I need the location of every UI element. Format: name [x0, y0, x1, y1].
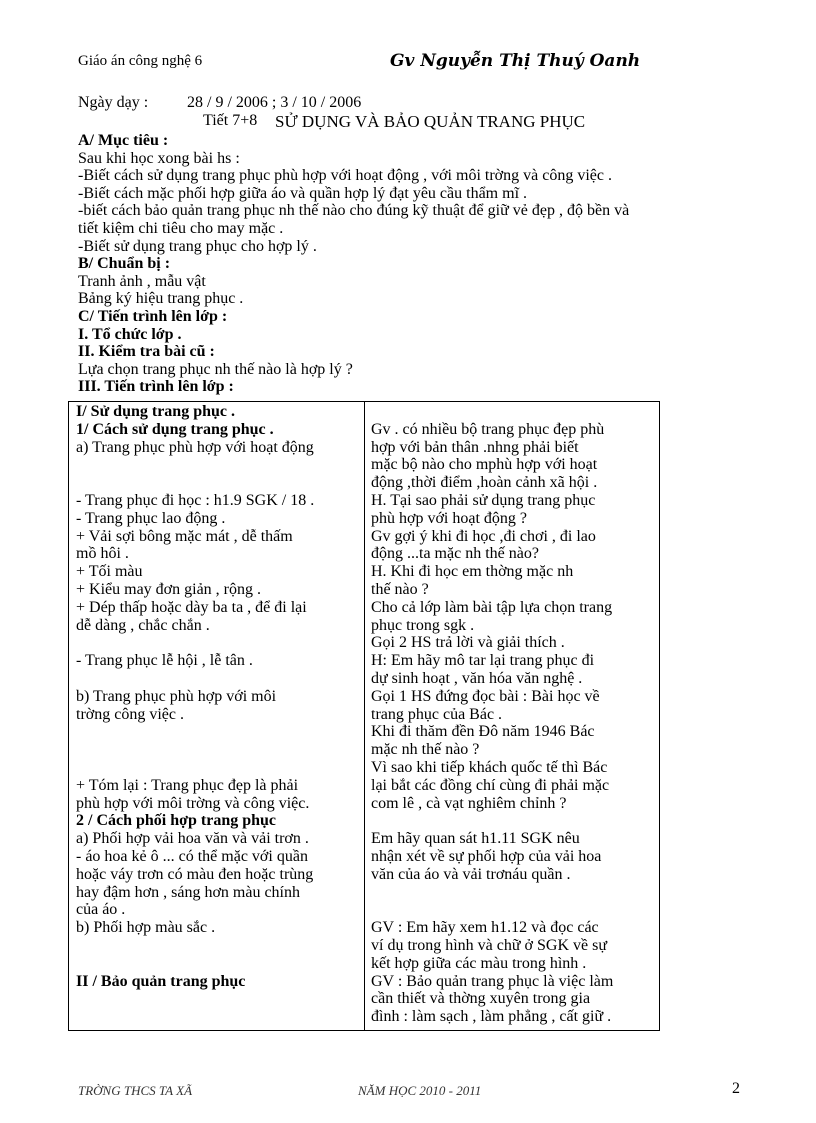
lesson-number: Tiết 7+8: [203, 112, 258, 129]
lesson-title: SỬ DỤNG VÀ BẢO QUẢN TRANG PHỤC: [275, 112, 586, 131]
right-column-line: nhận xét về sự phối hợp của vải hoa: [371, 848, 602, 865]
left-column-line: I/ Sử dụng trang phục .: [76, 403, 235, 420]
left-column-line: - Trang phục đi học : h1.9 SGK / 18 .: [76, 492, 315, 509]
right-column-line: trang phục của Bác .: [371, 705, 503, 723]
right-column-line: mặc nh thế nào ?: [371, 741, 480, 759]
right-column-line: văn của áo và vải trơnáu quần .: [371, 865, 571, 883]
right-column-line: Gv gợi ý khi đi học ,đi chơi , đi lao: [371, 527, 596, 545]
left-column-line: b) Trang phục phù hợp với môi: [76, 687, 277, 705]
left-column-line: - áo hoa kẻ ô ... có thể mặc với quần: [76, 848, 308, 865]
right-column-line: kết hợp giữa các màu trong hình .: [371, 954, 587, 972]
left-column-line: + Tóm lại : Trang phục đẹp là phải: [76, 776, 299, 794]
right-column-line: đình : làm sạch , làm phẳng , cất giữ .: [371, 1008, 612, 1026]
left-column-line: dễ dàng , chắc chắn .: [76, 616, 210, 634]
right-column-line: com lê , cà vạt nghiêm chỉnh ?: [371, 794, 567, 812]
left-column-line: mồ hôi .: [76, 545, 129, 563]
right-column-line: Khi đi thăm đền Đô năm 1946 Bác: [371, 723, 595, 741]
right-column-line: Vì sao khi tiếp khách quốc tế thì Bác: [371, 759, 608, 776]
body-line: -Biết cách mặc phối hợp giữa áo và quần hợp lý đạt yêu cầu thẩm mĩ .: [78, 184, 528, 202]
body-line: -Biết cách sử dụng trang phục phù hợp với hoạt động , với môi trờng và công việc .: [78, 167, 612, 185]
right-column-line: H: Em hãy mô tar lại trang phục đi: [371, 652, 595, 670]
left-column-line: - Trang phục lao động .: [76, 509, 226, 527]
left-column-line: a) Trang phục phù hợp với hoạt động: [76, 438, 314, 456]
body-line: -biết cách bảo quản trang phục nh thế nào cho đúng kỹ thuật để giữ vẻ đẹp , độ bền và: [78, 202, 630, 220]
body-line: C/ Tiến trình lên lớp :: [78, 308, 228, 325]
page-number: 2: [732, 1080, 740, 1097]
body-line: Tranh ảnh , mẫu vật: [78, 272, 206, 290]
footer-year: NĂM HỌC 2010 - 2011: [358, 1083, 482, 1098]
right-column-line: phù hợp với hoạt động ?: [371, 509, 528, 527]
left-column-line: + Dép thấp hoặc dày ba ta , để đi lại: [76, 598, 307, 616]
right-column-line: lại bắt các đồng chí cùng đi phải mặc: [371, 776, 610, 794]
body-line: III. Tiến trình lên lớp :: [78, 378, 234, 396]
body-line: Lựa chọn trang phục nh thế nào là hợp lý ?: [78, 360, 353, 378]
body-line: Sau khi học xong bài hs :: [78, 149, 240, 167]
left-column-line: 1/ Cách sử dụng trang phục .: [76, 420, 274, 438]
body-line: B/ Chuẩn bị :: [78, 255, 171, 273]
right-column-line: Gọi 1 HS đứng đọc bài : Bài học về: [371, 687, 600, 705]
body-line: Bảng ký hiệu trang phục .: [78, 290, 244, 308]
right-column-line: dự sinh hoạt , văn hóa văn nghệ .: [371, 670, 583, 687]
right-column-line: H. Tại sao phải sử dụng trang phục: [371, 492, 596, 509]
right-column-line: GV : Em hãy xem h1.12 và đọc các: [371, 919, 599, 937]
left-column-line: + Vải sợi bông mặc mát , dễ thấm: [76, 527, 293, 545]
right-column-line: Cho cả lớp làm bài tập lựa chọn trang: [371, 598, 613, 616]
body-line: I. Tổ chức lớp .: [78, 325, 182, 343]
body-line: A/ Mục tiêu :: [78, 132, 169, 149]
left-column-line: phù hợp với môi trờng và công việc.: [76, 794, 310, 812]
date-value: 28 / 9 / 2006 ; 3 / 10 / 2006: [187, 94, 362, 111]
header-teacher: Gv Nguyễn Thị Thuý Oanh: [390, 51, 641, 71]
left-column-line: hay đậm hơn , sáng hơn màu chính: [76, 883, 300, 901]
right-column-line: Gv . có nhiều bộ trang phục đẹp phù: [371, 420, 605, 438]
left-column-line: của áo .: [76, 901, 126, 919]
right-column-line: hợp với bản thân .nhng phải biết: [371, 438, 579, 456]
left-column-line: + Tối màu: [76, 563, 143, 581]
right-column-line: phục trong sgk .: [371, 616, 475, 634]
right-column-line: ví dụ trong hình và chữ ở SGK về sự: [371, 937, 608, 954]
body-line: II. Kiểm tra bài cũ :: [78, 343, 215, 361]
date-label: Ngày dạy :: [78, 94, 149, 111]
right-column-line: GV : Bảo quản trang phục là việc làm: [371, 972, 614, 990]
right-column-line: động ...ta mặc nh thế nào?: [371, 545, 539, 563]
right-column-line: Em hãy quan sát h1.11 SGK nêu: [371, 830, 580, 848]
left-column-line: + Kiểu may đơn giản , rộng .: [76, 581, 262, 598]
right-column-line: cần thiết và thờng xuyên trong gia: [371, 990, 591, 1008]
header-subject: Giáo án công nghệ 6: [78, 53, 203, 69]
right-column-line: mặc bộ nào cho mphù hợp với hoạt: [371, 456, 598, 474]
left-column-line: hoặc váy trơn có màu đen hoặc trùng: [76, 865, 314, 883]
left-column-line: 2 / Cách phối hợp trang phục: [76, 812, 277, 830]
left-column-line: - Trang phục lễ hội , lễ tân .: [76, 652, 253, 670]
right-column-line: H. Khi đi học em thờng mặc nh: [371, 563, 574, 581]
left-column-line: a) Phối hợp vải hoa văn và vải trơn .: [76, 830, 309, 848]
footer-school: TRỜNG THCS TA XÃ: [78, 1083, 193, 1098]
left-column-line: II / Bảo quản trang phục: [76, 972, 246, 990]
left-column-line: trờng công việc .: [76, 705, 184, 723]
right-column-line: thế nào ?: [371, 581, 429, 598]
body-line: -Biết sử dụng trang phục cho hợp lý .: [78, 237, 317, 255]
right-column-line: động ,thời điểm ,hoàn cảnh xã hội .: [371, 474, 598, 492]
body-line: tiết kiệm chi tiêu cho may mặc .: [78, 220, 284, 237]
table-divider: [364, 401, 365, 1031]
left-column-line: b) Phối hợp màu sắc .: [76, 919, 216, 937]
right-column-line: Gọi 2 HS trả lời và giải thích .: [371, 634, 565, 652]
